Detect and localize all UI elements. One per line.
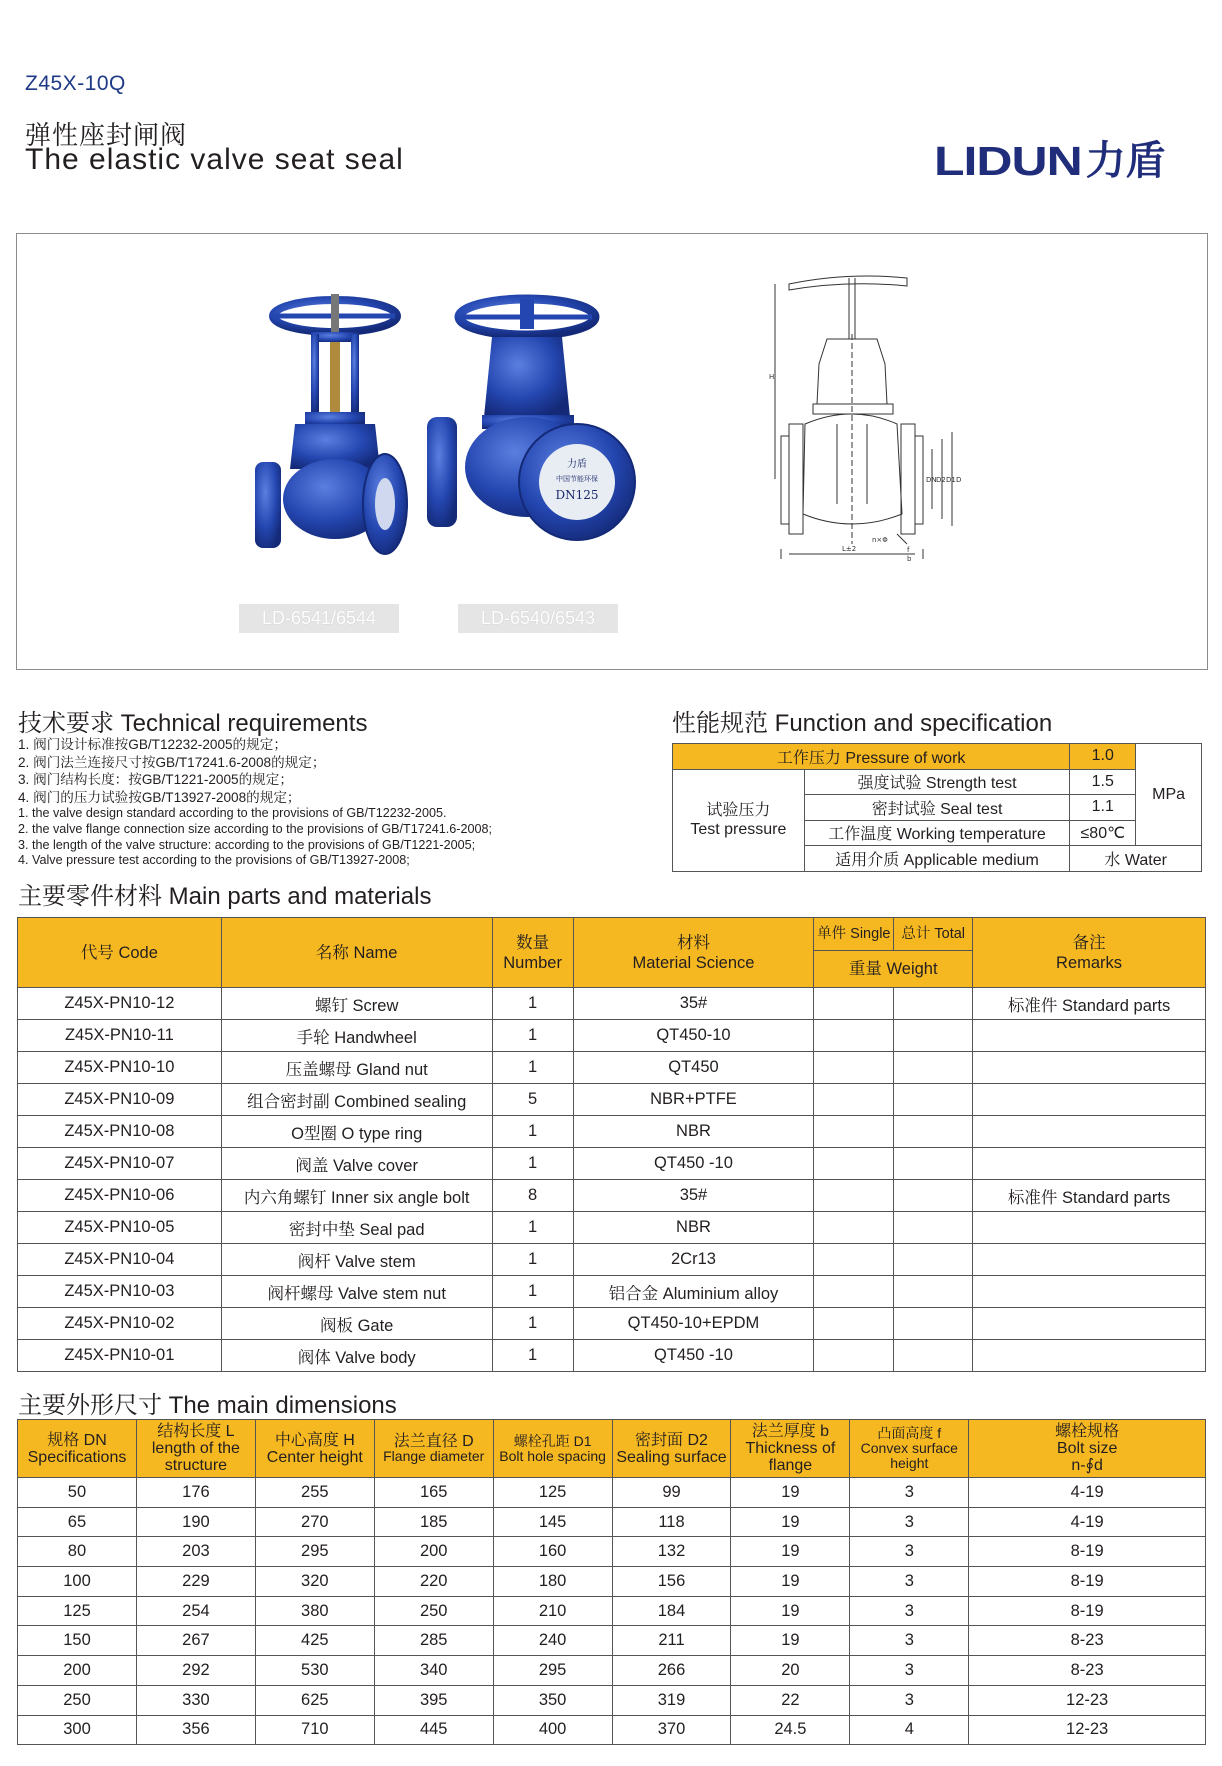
- dim-cell: 292: [136, 1656, 255, 1686]
- part-weight-single: [814, 1244, 894, 1276]
- dim-cell: 295: [493, 1656, 612, 1686]
- col-single: 单件 Single: [814, 918, 894, 951]
- dim-col-h-cn: 中心高度 H: [274, 1431, 355, 1449]
- dim-cell: 12-23: [969, 1715, 1206, 1745]
- dim-cell: 8-19: [969, 1596, 1206, 1626]
- part-weight-total: [894, 1084, 973, 1116]
- table-row: [18, 1212, 1206, 1244]
- dim-cell: 8-23: [969, 1656, 1206, 1686]
- part-weight-total: [894, 1212, 973, 1244]
- col-material-en: Material Science: [632, 953, 755, 972]
- dim-cell: 150: [18, 1626, 137, 1656]
- part-material: QT450 -10: [573, 1340, 814, 1372]
- col-material: [573, 918, 814, 988]
- part-material: NBR: [573, 1212, 814, 1244]
- dim-cell: 80: [18, 1537, 137, 1567]
- part-weight-single: [814, 1116, 894, 1148]
- dim-cell: 184: [612, 1596, 731, 1626]
- dim-cell: 20: [731, 1656, 850, 1686]
- part-name: 内六角螺钉 Inner six angle bolt: [221, 1180, 492, 1212]
- dim-cell: 50: [18, 1478, 137, 1508]
- dim-cell: 203: [136, 1537, 255, 1567]
- technical-requirements-list: [18, 736, 492, 869]
- dim-cell: 400: [493, 1715, 612, 1745]
- test-pressure-label: [673, 769, 805, 871]
- part-material: QT450: [573, 1052, 814, 1084]
- spec-title: 性能规范 Function and specification: [672, 710, 1053, 737]
- part-weight-total: [894, 1148, 973, 1180]
- test-pressure-en: Test pressure: [690, 821, 787, 838]
- dim-cell: 8-19: [969, 1567, 1206, 1597]
- dim-cell: 530: [255, 1656, 374, 1686]
- dim-label-h: H: [769, 373, 775, 381]
- dim-col-d1-en: Bolt hole spacing: [499, 1447, 606, 1464]
- part-qty: 1: [492, 1052, 573, 1084]
- dim-cell: 3: [850, 1626, 969, 1656]
- part-material: 35#: [573, 988, 814, 1020]
- page-title-cn: 弹性座封闸阀: [25, 121, 188, 151]
- dim-cell: 160: [493, 1537, 612, 1567]
- part-qty: 1: [492, 1276, 573, 1308]
- part-remarks: [973, 1340, 1206, 1372]
- part-name: 阀杆螺母 Valve stem nut: [221, 1276, 492, 1308]
- dim-cell: 211: [612, 1626, 731, 1656]
- part-weight-single: [814, 1212, 894, 1244]
- part-name: 阀杆 Valve stem: [221, 1244, 492, 1276]
- part-weight-total: [894, 1116, 973, 1148]
- part-remarks: [973, 1308, 1206, 1340]
- seal-test-value: 1.1: [1070, 795, 1136, 821]
- dim-cell: 22: [731, 1685, 850, 1715]
- dim-label-bolt: n×Φ: [872, 536, 888, 544]
- dim-cell: 8-23: [969, 1626, 1206, 1656]
- dim-col-l-en1: length of the: [151, 1440, 240, 1457]
- part-qty: 1: [492, 1212, 573, 1244]
- dim-cell: 3: [850, 1656, 969, 1686]
- dim-cell: 3: [850, 1507, 969, 1537]
- part-qty: 1: [492, 1020, 573, 1052]
- dim-cell: 118: [612, 1507, 731, 1537]
- dim-col-dn-en: Specifications: [27, 1448, 127, 1466]
- table-row: [18, 1596, 1206, 1626]
- dim-cell: 185: [374, 1507, 493, 1537]
- req-cn-1: 1. 阀门设计标准按GB/T12232-2005的规定；: [18, 737, 287, 752]
- dim-cell: 319: [612, 1685, 731, 1715]
- dim-cell: 19: [731, 1567, 850, 1597]
- part-code: Z45X-PN10-05: [18, 1212, 222, 1244]
- working-temp-value: ≤80℃: [1070, 820, 1136, 846]
- part-code: Z45X-PN10-11: [18, 1020, 222, 1052]
- dim-col-d: [374, 1420, 493, 1478]
- dim-cell: 710: [255, 1715, 374, 1745]
- dim-cell: 190: [136, 1507, 255, 1537]
- part-remarks: [973, 1276, 1206, 1308]
- dim-col-f-cn: 凸面高度 f: [877, 1425, 942, 1441]
- col-code: 代号 Code: [18, 918, 222, 988]
- dim-label-b: b: [907, 555, 912, 563]
- dim-cell: 180: [493, 1567, 612, 1597]
- col-total: 总计 Total: [894, 918, 973, 951]
- model-number: Z45X-10Q: [25, 72, 126, 95]
- strength-test-value: 1.5: [1070, 769, 1136, 795]
- req-en-2: 2. the valve flange connection size according to the provisions of GB/T17241.6-2008;: [18, 821, 492, 836]
- spec-table: [672, 743, 1202, 872]
- table-row: [18, 1020, 1206, 1052]
- page-title-en: The elastic valve seat seal: [25, 143, 404, 176]
- dim-col-f: [850, 1420, 969, 1478]
- dim-col-bolt-en: Bolt size: [1056, 1440, 1118, 1457]
- part-code: Z45X-PN10-12: [18, 988, 222, 1020]
- dim-col-bolt-nd: n-∮d: [1071, 1457, 1103, 1474]
- test-pressure-cn: 试验压力: [706, 802, 771, 819]
- table-row: [18, 988, 1206, 1020]
- dim-label-l: L±2: [842, 545, 857, 553]
- dim-cell: 125: [493, 1478, 612, 1508]
- table-row: [18, 1276, 1206, 1308]
- table-row: [18, 1340, 1206, 1372]
- dim-cell: 254: [136, 1596, 255, 1626]
- dim-label-dn: DN: [926, 476, 937, 484]
- dim-cell: 8-19: [969, 1537, 1206, 1567]
- dim-cell: 295: [255, 1537, 374, 1567]
- col-qty-en: Number: [503, 953, 562, 972]
- part-material: 35#: [573, 1180, 814, 1212]
- dim-col-dn: [18, 1420, 137, 1478]
- dim-col-l-en2: structure: [164, 1457, 228, 1474]
- dim-col-l: [136, 1420, 255, 1478]
- part-code: Z45X-PN10-09: [18, 1084, 222, 1116]
- req-cn-3: 3. 阀门结构长度：按GB/T1221-2005的规定；: [18, 772, 293, 788]
- dim-cell: 4-19: [969, 1507, 1206, 1537]
- medium-value: 水 Water: [1070, 846, 1202, 872]
- dim-col-l-cn: 结构长度 L: [157, 1423, 235, 1440]
- part-name: 压盖螺母 Gland nut: [221, 1052, 492, 1084]
- part-remarks: [973, 1052, 1206, 1084]
- dim-col-d1: [493, 1420, 612, 1478]
- part-weight-total: [894, 1052, 973, 1084]
- parts-table: [17, 917, 1206, 1372]
- dimension-rows: [18, 1478, 1206, 1745]
- logo-text: LIDUN: [934, 138, 1082, 184]
- dim-cell: 255: [255, 1478, 374, 1508]
- part-code: Z45X-PN10-07: [18, 1148, 222, 1180]
- part-remarks: 标准件 Standard parts: [973, 988, 1206, 1020]
- req-cn-4: 4. 阀门的压力试验按GB/T13927-2008的规定；: [18, 789, 301, 805]
- part-weight-single: [814, 1052, 894, 1084]
- dim-cell: 19: [731, 1596, 850, 1626]
- plate-text-2: 中国节能环保: [556, 475, 598, 483]
- dim-col-d-cn: 法兰直径 D: [393, 1432, 474, 1450]
- pressure-of-work-label: 工作压力 Pressure of work: [673, 744, 1070, 770]
- dim-cell: 320: [255, 1567, 374, 1597]
- dim-cell: 3: [850, 1596, 969, 1626]
- dim-cell: 200: [374, 1537, 493, 1567]
- part-code: Z45X-PN10-02: [18, 1308, 222, 1340]
- req-en-1: 1. the valve design standard according to the provisions of GB/T12232-2005.: [18, 806, 447, 821]
- part-material: QT450-10+EPDM: [573, 1308, 814, 1340]
- part-weight-total: [894, 1276, 973, 1308]
- plate-text-1: 力盾: [567, 459, 587, 470]
- part-qty: 1: [492, 1148, 573, 1180]
- strength-test-label: 强度试验 Strength test: [804, 769, 1070, 795]
- parts-title: 主要零件材料 Main parts and materials: [18, 883, 432, 910]
- table-row: [18, 1656, 1206, 1686]
- table-row: [18, 1084, 1206, 1116]
- dim-cell: 445: [374, 1715, 493, 1745]
- dim-cell: 145: [493, 1507, 612, 1537]
- dim-cell: 65: [18, 1507, 137, 1537]
- pressure-of-work-value: 1.0: [1070, 744, 1136, 770]
- table-row: [18, 1052, 1206, 1084]
- brand-logo: [934, 136, 1166, 186]
- col-remarks-cn: 备注: [1072, 933, 1106, 952]
- part-weight-total: [894, 1180, 973, 1212]
- dim-cell: 370: [612, 1715, 731, 1745]
- dim-col-d1-cn: 螺栓孔距 D1: [513, 1432, 592, 1449]
- part-weight-total: [894, 1244, 973, 1276]
- plate-text-3: DN125: [555, 488, 599, 502]
- dim-col-bolt-cn: 螺栓规格: [1055, 1423, 1120, 1440]
- col-material-cn: 材料: [676, 933, 710, 952]
- dim-col-dn-cn: 规格 DN: [47, 1431, 107, 1449]
- dim-col-f-en2: height: [890, 1455, 929, 1471]
- technical-requirements-title: 技术要求 Technical requirements: [18, 710, 368, 737]
- dim-cell: 176: [136, 1478, 255, 1508]
- table-row: [18, 1116, 1206, 1148]
- dim-cell: 220: [374, 1567, 493, 1597]
- dim-label-d: D: [956, 476, 962, 484]
- req-en-4: 4. Valve pressure test according to the provisions of GB/T13927-2008;: [18, 853, 410, 868]
- working-temp-label: 工作温度 Working temperature: [804, 820, 1070, 846]
- dim-cell: 19: [731, 1537, 850, 1567]
- part-name: O型圈 O type ring: [221, 1116, 492, 1148]
- dim-cell: 250: [18, 1685, 137, 1715]
- col-qty: [492, 918, 573, 988]
- dim-cell: 300: [18, 1715, 137, 1745]
- table-row: [18, 1507, 1206, 1537]
- part-name: 阀盖 Valve cover: [221, 1148, 492, 1180]
- part-remarks: [973, 1084, 1206, 1116]
- unit-mpa: MPa: [1136, 744, 1202, 846]
- dim-cell: 210: [493, 1596, 612, 1626]
- dim-cell: 350: [493, 1685, 612, 1715]
- part-weight-single: [814, 1180, 894, 1212]
- product-image-panel: [16, 233, 1208, 670]
- dim-cell: 380: [255, 1596, 374, 1626]
- dim-col-b-cn: 法兰厚度 b: [751, 1423, 830, 1440]
- part-code: Z45X-PN10-10: [18, 1052, 222, 1084]
- part-weight-single: [814, 1276, 894, 1308]
- part-material: QT450-10: [573, 1020, 814, 1052]
- dim-cell: 267: [136, 1626, 255, 1656]
- col-weight: 重量 Weight: [814, 951, 973, 988]
- part-weight-single: [814, 1308, 894, 1340]
- dim-col-b: [731, 1420, 850, 1478]
- dim-col-f-en1: Convex surface: [860, 1440, 958, 1456]
- dim-cell: 229: [136, 1567, 255, 1597]
- dim-col-d-en: Flange diameter: [383, 1447, 485, 1464]
- part-code: Z45X-PN10-06: [18, 1180, 222, 1212]
- part-qty: 1: [492, 1340, 573, 1372]
- table-row: [18, 1244, 1206, 1276]
- dim-cell: 99: [612, 1478, 731, 1508]
- dim-cell: 395: [374, 1685, 493, 1715]
- part-material: NBR+PTFE: [573, 1084, 814, 1116]
- parts-rows: [18, 988, 1206, 1372]
- dim-cell: 4: [850, 1715, 969, 1745]
- part-weight-single: [814, 988, 894, 1020]
- dim-cell: 340: [374, 1656, 493, 1686]
- part-material: NBR: [573, 1116, 814, 1148]
- valve-photo-b: [412, 267, 652, 567]
- col-qty-cn: 数量: [516, 933, 550, 952]
- part-material: 2Cr13: [573, 1244, 814, 1276]
- dimensions-table: [17, 1419, 1206, 1745]
- table-row: [18, 1537, 1206, 1567]
- dim-col-bolt: [969, 1420, 1206, 1478]
- dim-cell: 270: [255, 1507, 374, 1537]
- technical-drawing: [767, 264, 997, 604]
- dim-cell: 425: [255, 1626, 374, 1656]
- dim-cell: 165: [374, 1478, 493, 1508]
- dim-col-d2-en: Sealing surface: [616, 1448, 727, 1466]
- dim-label-d1: D1: [946, 476, 956, 484]
- dim-cell: 285: [374, 1626, 493, 1656]
- part-code: Z45X-PN10-04: [18, 1244, 222, 1276]
- part-code: Z45X-PN10-01: [18, 1340, 222, 1372]
- dim-cell: 240: [493, 1626, 612, 1656]
- dim-cell: 250: [374, 1596, 493, 1626]
- part-weight-single: [814, 1340, 894, 1372]
- part-remarks: [973, 1148, 1206, 1180]
- dim-cell: 266: [612, 1656, 731, 1686]
- dim-col-h: [255, 1420, 374, 1478]
- dim-col-b-en2: flange: [768, 1457, 813, 1474]
- medium-label: 适用介质 Applicable medium: [804, 846, 1070, 872]
- part-remarks: [973, 1212, 1206, 1244]
- table-row: [18, 1308, 1206, 1340]
- part-weight-total: [894, 988, 973, 1020]
- part-remarks: [973, 1116, 1206, 1148]
- dim-cell: 156: [612, 1567, 731, 1597]
- part-qty: 1: [492, 1116, 573, 1148]
- part-weight-single: [814, 1020, 894, 1052]
- dim-cell: 19: [731, 1626, 850, 1656]
- dim-col-d2: [612, 1420, 731, 1478]
- dim-cell: 3: [850, 1478, 969, 1508]
- dim-cell: 125: [18, 1596, 137, 1626]
- dim-cell: 3: [850, 1537, 969, 1567]
- dim-cell: 356: [136, 1715, 255, 1745]
- seal-test-label: 密封试验 Seal test: [804, 795, 1070, 821]
- dim-cell: 19: [731, 1507, 850, 1537]
- part-material: 铝合金 Aluminium alloy: [573, 1276, 814, 1308]
- part-name: 组合密封副 Combined sealing: [221, 1084, 492, 1116]
- dim-cell: 3: [850, 1685, 969, 1715]
- part-weight-total: [894, 1340, 973, 1372]
- part-code: Z45X-PN10-03: [18, 1276, 222, 1308]
- part-name: 阀板 Gate: [221, 1308, 492, 1340]
- part-name: 密封中垫 Seal pad: [221, 1212, 492, 1244]
- table-row: [18, 1148, 1206, 1180]
- part-material: QT450 -10: [573, 1148, 814, 1180]
- part-weight-total: [894, 1020, 973, 1052]
- part-qty: 5: [492, 1084, 573, 1116]
- col-remarks-en: Remarks: [1056, 953, 1123, 972]
- part-name: 螺钉 Screw: [221, 988, 492, 1020]
- table-row: [18, 1180, 1206, 1212]
- dim-cell: 19: [731, 1478, 850, 1508]
- col-name: 名称 Name: [221, 918, 492, 988]
- dim-label-d2: D2: [936, 476, 946, 484]
- dim-cell: 100: [18, 1567, 137, 1597]
- dim-cell: 4-19: [969, 1478, 1206, 1508]
- col-remarks: [973, 918, 1206, 988]
- dim-col-d2-cn: 密封面 D2: [635, 1431, 708, 1449]
- req-cn-2: 2. 阀门法兰连接尺寸按GB/T17241.6-2008的规定；: [18, 754, 326, 770]
- dim-cell: 3: [850, 1567, 969, 1597]
- table-row: [18, 1478, 1206, 1508]
- part-qty: 1: [492, 1308, 573, 1340]
- model-tag-a: LD-6541/6544: [239, 604, 399, 633]
- model-tag-b: LD-6540/6543: [458, 604, 618, 633]
- dim-cell: 12-23: [969, 1685, 1206, 1715]
- table-row: [18, 1626, 1206, 1656]
- part-weight-single: [814, 1148, 894, 1180]
- part-name: 阀体 Valve body: [221, 1340, 492, 1372]
- part-qty: 8: [492, 1180, 573, 1212]
- dim-cell: 625: [255, 1685, 374, 1715]
- part-qty: 1: [492, 1244, 573, 1276]
- part-weight-total: [894, 1308, 973, 1340]
- part-weight-single: [814, 1084, 894, 1116]
- part-code: Z45X-PN10-08: [18, 1116, 222, 1148]
- part-remarks: [973, 1244, 1206, 1276]
- logo-cn: 力盾: [1085, 138, 1166, 184]
- dim-label-f: f: [907, 546, 910, 554]
- dim-col-b-en1: Thickness of: [745, 1440, 836, 1457]
- part-remarks: 标准件 Standard parts: [973, 1180, 1206, 1212]
- part-qty: 1: [492, 988, 573, 1020]
- req-en-3: 3. the length of the valve structure: according to the provisions of GB/T1221-2005;: [18, 837, 476, 852]
- dim-cell: 24.5: [731, 1715, 850, 1745]
- dim-col-h-en: Center height: [266, 1448, 363, 1466]
- dim-cell: 200: [18, 1656, 137, 1686]
- dim-cell: 330: [136, 1685, 255, 1715]
- part-name: 手轮 Handwheel: [221, 1020, 492, 1052]
- part-remarks: [973, 1020, 1206, 1052]
- dimensions-title: 主要外形尺寸 The main dimensions: [18, 1392, 397, 1419]
- table-row: [18, 1715, 1206, 1745]
- table-row: [18, 1685, 1206, 1715]
- table-row: [18, 1567, 1206, 1597]
- dim-cell: 132: [612, 1537, 731, 1567]
